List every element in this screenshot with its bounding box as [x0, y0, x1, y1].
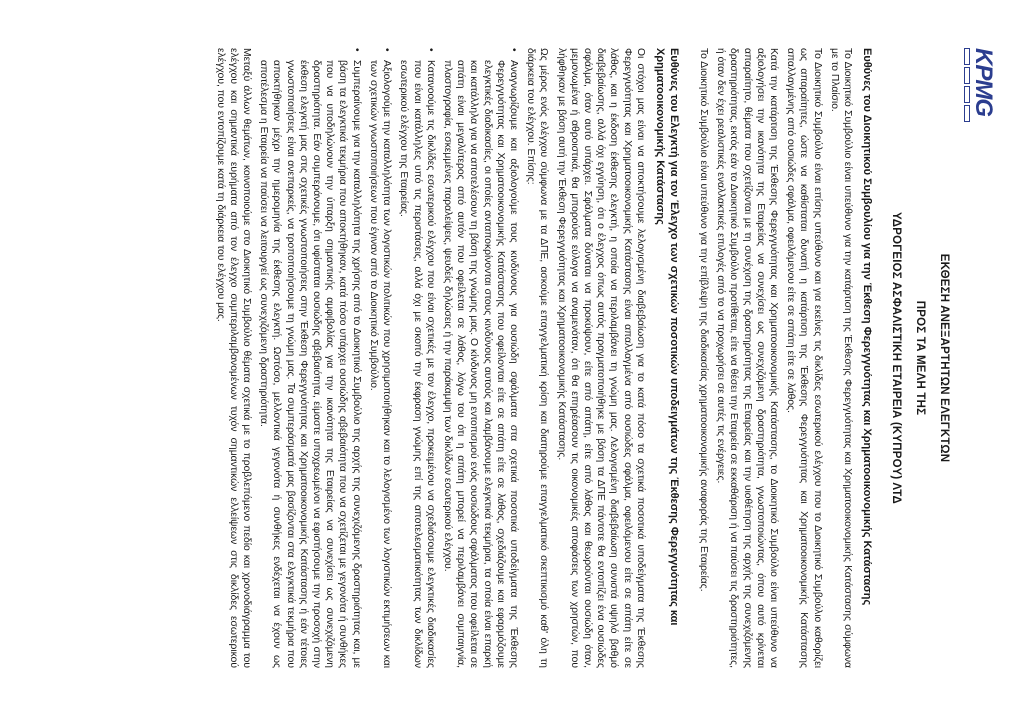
paragraph: Ως μέρος ενός ελέγχου σύμφωνα με τα ΔΠΕ, ασκούμε επαγγελματική κρίση και διατηρούμε επαγγελματικό σκεπτικισμό καθ' όλη τη διάρκεια του ελέγχου. Επίσης: [525, 48, 550, 668]
bullet-dot-icon: • [507, 48, 519, 52]
bullet-text: Κατανοούμε τις δικλίδες εσωτερικού ελέγχου που είναι σχετικές με τον έλεγχο, προκειμένου να σχεδιάσουμε ελεγκτικές διαδικασίες που είναι κατάλληλες υπό τις περιστάσεις, αλλά όχι με σκοπό την έκφραση γνώμης επί της αποτελεσματικότητας των δικλίδων εσωτερικού ελέγχου της Εταιρείας. [398, 60, 436, 668]
logo-wordmark: KPMG [970, 48, 997, 116]
report-subtitle: ΠΡΟΣ ΤΑ ΜΕΛΗ ΤΗΣ [914, 300, 926, 416]
bullet-item [397, 48, 437, 668]
paragraph: Το Διοικητικό Συμβούλιο είναι επίσης υπεύθυνο και για εκείνες τις δικλίδες εσωτερικού ελέγχου που το Διοικητικό Συμβούλιο καθορίζει ως απαραίτητες, ώστε να καθίσταται δυνατή η κατάρτιση της Έκθεσης Φερεγγυότητας και Χρηματοοικονομικής Κατάστασης απαλλαγμένης από ουσιώδες σφάλμα, οφειλόμενου είτε σε απάτη είτε σε λάθος. [785, 48, 823, 668]
company-name: ΥΔΡΟΓΕΙΟΣ ΑΣΦΑΛΙΣΤΙΚΗ ΕΤΑΙΡΕΙΑ (ΚΥΠΡΟΥ) ΛΤΔ [890, 211, 902, 505]
logo-row [954, 48, 997, 668]
paragraph: Το Διοικητικό Συμβούλιο είναι υπεύθυνο για την κατάρτιση της Έκθεσης Φερεγγυότητας και Χρηματοοικονομικής Κατάστασης σύμφωνα με το Πλαίσιο. [828, 48, 853, 668]
paragraph: Οι στόχοι μας είναι να αποκτήσουμε λελογισμένη διαβεβαίωση για το κατά πόσο τα σχετικά ποσοτικά υποδείγματα της Έκθεσης Φερεγγυότητας και Χρηματοοικονομικής Κατάστασης είναι απαλλαγμένα από ουσιώδες σφάλμα, οφειλόμενου είτε σε απάτη είτε σε λάθος, και η έκδοση έκθεσης ελεγκτή, η οποία να περιλαμβάνει τη γνώμη μας. Λελογισμένη διαβεβαίωση συνιστά υψηλό βαθμό διαβεβαίωσης, αλλά όχι εγγύηση, ότι ο έλεγχος όπως αυτός πραγματοποιήθηκε με βάση τα ΔΠΕ πάντοτε θα εντοπίζει ένα ουσιώδες σφάλμα, όταν αυτό υπάρχει. Σφάλματα δύναται να προκύψουν, είτε από απάτη, είτε από λάθος και θεωρούνται ουσιώδη όταν, μεμονωμένα ή αθροιστικά, θα μπορούσε εύλογα να αναμενόταν, ότι θα επηρέασουν τις οικονομικές αποφάσεις των χρηστών, που λήφθηκαν με βάση αυτή την Έκθεση Φερεγγυότητας και Χρηματοοικονομικής Κατάστασης. [555, 48, 646, 668]
report-title: ΕΚΘΕΣΗ ΑΝΕΞΑΡΤΗΤΩΝ ΕΛΕΓΚΤΩΝ [938, 253, 950, 463]
bullet-text: Αναγνωρίζουμε και αξιολογούμε τους κινδύνους για ουσιώδη σφάλματα στα σχετικά ποσοτικά υποδείγματα της Έκθεσης Φερεγγυότητας και Χρηματοοικονομικής Κατάστασης που οφείλονται είτε σε απάτη είτε σε λάθος, σχεδιάζουμε και εφαρμόζουμε ελεγκτικές διαδικασίες, οι οποίες ανταποκρίνονται στους κινδύνους αυτούς και λαμβάνουμε ελεγκτικά τεκμήρια, τα οποία είναι επαρκή και κατάλληλα για να αποτελέσουν τη βάση της γνώμης μας. Ο κίνδυνος μη εντοπισμού ενός ουσιώδους σφάλματος που οφείλεται σε απάτη είναι μεγαλύτερος από αυτόν που οφείλεται σε λάθος, λόγω του ότι η απάτη μπορεί να περιλαμβάνει συμπαιγνία, πλαστογραφία, εσκεμμένες παραλείψεις, ψευδείς δηλώσεις ή την παράκαμψη των δικλίδων εσωτερικού ελέγχου. [441, 60, 519, 668]
section-auditor-responsibilities [213, 48, 680, 668]
bullet-item [367, 48, 393, 668]
closing-paragraph: Μεταξύ άλλων θεμάτων, κοινοποιούμε στο Διοικητικό Συμβούλιο θέματα σχετικά με το προβλεπόμενο πεδίο και χρονοδιάγραμμα του ελέγχου και σημαντικά ευρήματα από τον έλεγχο συμπεριλαμβανομένων τυχόν σημαντικών ελλείψεων στις δικλίδες εσωτερικού ελέγχου, που εντοπίζουμε κατά τη διάρκεια του ελέγχου μας. [214, 48, 253, 668]
bullet-dot-icon: • [350, 48, 362, 52]
bullet-item [257, 48, 363, 668]
section-board-responsibilities [697, 48, 874, 668]
paragraph: Το Διοικητικό Συμβούλιο είναι υπεύθυνο για την επίβλεψη της διαδικασίας χρηματοοικονομικής αναφοράς της Εταιρείας. [697, 48, 709, 592]
kpmg-logo [964, 48, 997, 122]
bullet-dot-icon: • [424, 48, 436, 52]
bullet-text: Συμπεραίνουμε για την καταλληλότητα της χρήσης από το Διοικητικό Συμβούλιο της αρχής της συνεχιζόμενης δραστηριότητας και, με βάση τα ελεγκτικά τεκμήρια που αποκτήθηκαν, κατά πόσο υπάρχει ουσιώδης αβεβαιότητα που να σχετίζεται με γεγονότα ή συνθήκες που να υποδηλώνουν την ύπαρξη σημαντικής αμφιβολίας για την ικανότητα της Εταιρείας να συνεχίσει ως συνεχιζόμενη δραστηριότητα. Εάν συμπεράνουμε, ότι υφίσταται ουσιώδης αβεβαιότητα, είμαστε υποχρεωμένοι να εφιστήσουμε την προσοχή στην έκθεση ελεγκτή μας στις σχετικές γνωστοποιήσεις στην Έκθεση Φερεγγυότητας και Χρηματοοικονομικής Κατάστασης ή εάν τέτοιες γνωστοποιήσεις είναι ανεπαρκείς, να τροποποιήσουμε τη γνώμη μας. Τα συμπεράσματά μας βασίζονται στα ελεγκτικά τεκμήρια που αποκτήθηκαν μέχρι την ημερομηνία της έκθεσης ελεγκτή. Ωστόσο, μελλοντικά γεγονότα ή συνθήκες ενδέχεται να έχουν ως αποτέλεσμα η Εταιρεία να παύσει να λειτουργεί ως συνεχιζόμενη δραστηριότητα. [258, 60, 362, 668]
report-titles [890, 48, 950, 668]
bullet-item [441, 48, 520, 668]
paragraph: Κατά την κατάρτιση της Έκθεσης Φερεγγυότητας και Χρηματοοικονομικής Κατάστασης, το Διοικητικό Συμβούλιο είναι υπεύθυνο να αξιολογήσει την ικανότητα της Εταιρείας να συνεχίσει ως συνεχιζόμενη δραστηριότητα, γνωστοποιώντας, όπου αυτό κρίνεται απαραίτητο, θέματα που σχετίζονται με τη συνέχιση της δραστηριότητας της Εταιρείας και την υιοθέτηση της αρχής της συνεχιζόμενης δραστηριότητας, εκτός εάν το Διοικητικό Συμβούλιο προτίθεται, είτε να θέσει την Εταιρεία σε εκκαθάριση ή να παύσει τις δραστηριότητες, ή όταν δεν έχει ρεαλιστικές εναλλακτικές επιλογές από το να προχωρήσει σε αυτές τις ενέργειες. [715, 48, 779, 668]
section-heading: Ευθύνες του Διοικητικού Συμβουλίου για την Έκθεση Φερεγγυότητας και Χρηματοοικονομικής Κατάστασης [861, 48, 873, 606]
section-heading: Ευθύνες του Ελεγκτή για τον Έλεγχο των σχετικών ποσοτικών υποδειγμάτων της Έκθεσης Φερεγγυότητας και Χρηματοοικονομικής Κατάστασης [653, 48, 680, 626]
bullet-text: Αξιολογούμε την καταλληλότητα των λογιστικών πολιτικών που χρησιμοποιήθηκαν και το λελογισμένο των λογιστικών εκτιμήσεων και των σχετικών γνωστοποιήσεων που έγιναν από το Διοικητικό Συμβούλιο. [367, 60, 393, 668]
bullet-dot-icon: • [381, 48, 393, 52]
